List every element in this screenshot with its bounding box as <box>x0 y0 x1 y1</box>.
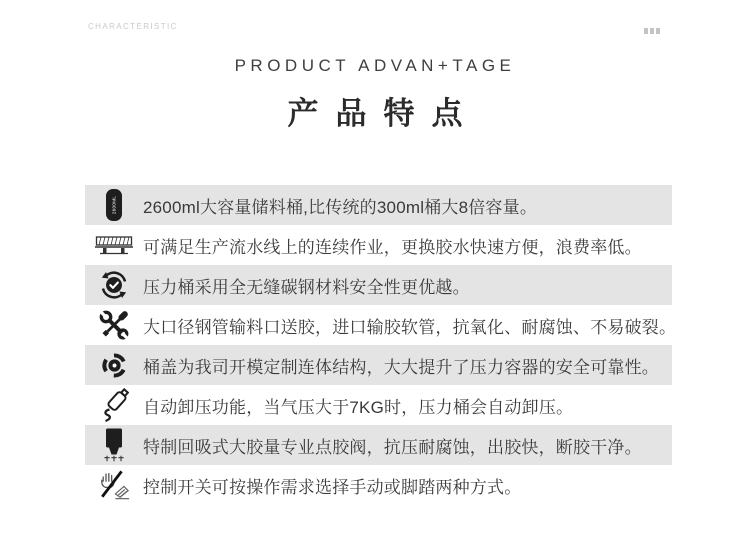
feature-row <box>85 425 672 465</box>
feature-list <box>85 185 677 505</box>
rotating-lid-icon <box>85 345 143 385</box>
feature-row <box>85 225 672 265</box>
section-title-en: PRODUCT ADVAN+TAGE <box>234 56 516 75</box>
feature-text: 自动卸压功能，当气压大于7KG时，压力桶会自动卸压。 <box>143 397 574 417</box>
feature-text: 大口径钢管输料口送胶，进口输胶软管，抗氧化、耐腐蚀、不易破裂。 <box>143 317 677 337</box>
feature-row <box>85 385 672 425</box>
feature-text: 可满足生产流水线上的连续作业，更换胶水快速方便，浪费率低。 <box>143 237 642 257</box>
feature-text: 2600ml大容量储料桶,比传统的300ml桶大8倍容量。 <box>143 197 538 217</box>
tools-icon <box>85 305 143 345</box>
relief-valve-icon <box>85 385 143 425</box>
conveyor-icon <box>85 225 143 265</box>
section-title-cn: 产品特点 <box>287 96 480 131</box>
hand-pedal-icon <box>85 465 143 505</box>
feature-row <box>85 465 672 505</box>
quality-check-icon <box>85 265 143 305</box>
feature-row <box>85 265 672 305</box>
feature-row <box>85 305 677 345</box>
feature-row <box>85 345 672 385</box>
feature-text: 压力桶采用全无缝碳钢材料安全性更优越。 <box>143 277 470 297</box>
feature-row <box>85 185 672 225</box>
decor-dots <box>644 28 660 34</box>
dot <box>650 28 654 34</box>
dispense-valve-icon <box>85 425 143 465</box>
feature-text: 特制回吸式大胶量专业点胶阀，抗压耐腐蚀，出胶快，断胶干净。 <box>143 437 642 457</box>
cartridge-icon <box>85 185 143 225</box>
feature-text: 桶盖为我司开模定制连体结构，大大提升了压力容器的安全可靠性。 <box>143 357 659 377</box>
eyebrow-label: CHARACTERISTIC <box>88 22 178 31</box>
dot <box>644 28 648 34</box>
feature-text: 控制开关可按操作需求选择手动或脚踏两种方式。 <box>143 477 522 497</box>
dot <box>656 28 660 34</box>
cartridge-icon-label: 2600ML <box>111 195 117 215</box>
